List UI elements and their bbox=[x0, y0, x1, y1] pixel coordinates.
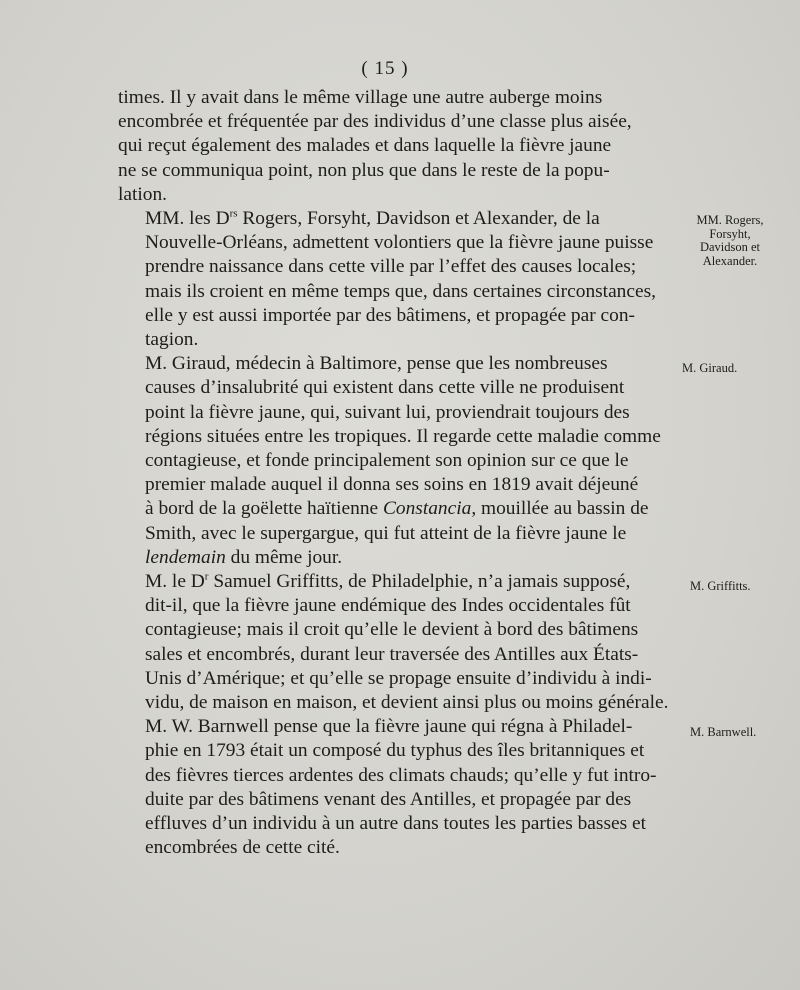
text-line bbox=[118, 546, 678, 570]
paragraph-4 bbox=[118, 570, 678, 715]
margin-note-rogers bbox=[680, 214, 780, 268]
text-fragment: M. le D bbox=[145, 571, 205, 593]
text-line: Smith, avec le supergargue, qui fut atteint de la fièvre jaune le bbox=[145, 522, 627, 544]
text-fragment: Rogers, Forsyht, Davidson et Alexander, de la bbox=[237, 208, 600, 230]
text-line bbox=[118, 207, 678, 231]
text-line: M. W. Barnwell pense que la fièvre jaune qui régna à Philadel- bbox=[145, 716, 633, 738]
text-fragment: à bord de la goëlette haïtienne bbox=[145, 498, 383, 520]
emphasis: lendemain bbox=[145, 546, 226, 568]
paragraph-1 bbox=[118, 86, 678, 207]
text-line: des fièvres tierces ardentes des climats chauds; qu’elle y fut intro- bbox=[145, 764, 657, 786]
text-line bbox=[118, 570, 678, 594]
superscript: rs bbox=[229, 207, 238, 220]
text-line: elle y est aussi importée par des bâtimens, et propagée par con- bbox=[145, 304, 635, 326]
paragraph-5 bbox=[118, 715, 678, 860]
text-line: contagieuse, et fonde principalement son opinion sur ce que le bbox=[145, 450, 629, 472]
text-line: Nouvelle-Orléans, admettent volontiers que la fièvre jaune puisse bbox=[145, 232, 654, 254]
text-line: dit-il, que la fièvre jaune endémique des Indes occidentales fût bbox=[145, 595, 631, 617]
text-line: encombrées de cette cité. bbox=[145, 837, 340, 859]
text-line: effluves d’un individu à un autre dans toutes les parties basses et bbox=[145, 813, 646, 835]
margin-note-griffitts: M. Griffitts. bbox=[690, 579, 751, 593]
superscript: r bbox=[204, 570, 209, 583]
margin-note-line: Davidson et bbox=[699, 240, 761, 254]
text-line: vidu, de maison en maison, et devient ainsi plus ou moins générale. bbox=[145, 692, 669, 714]
page-number: ( 15 ) bbox=[361, 58, 409, 79]
margin-note-line: Forsyht, bbox=[709, 226, 751, 241]
margin-note-giraud: M. Giraud. bbox=[682, 361, 738, 375]
text-line: duite par des bâtimens venant des Antilles, et propagée par des bbox=[145, 788, 632, 810]
text-line: Unis d’Amérique; et qu’elle se propage ensuite d’individu à indi- bbox=[145, 667, 652, 689]
text-fragment: du même jour. bbox=[225, 546, 343, 568]
text-line: mais ils croient en même temps que, dans certaines circonstances, bbox=[145, 280, 656, 302]
text-line: qui reçut également des malades et dans laquelle la fièvre jaune bbox=[118, 135, 612, 157]
paragraph-2 bbox=[118, 207, 678, 352]
text-line: tagion. bbox=[145, 329, 199, 351]
margin-note-line: Alexander. bbox=[702, 253, 758, 268]
paragraph-3 bbox=[118, 352, 678, 570]
text-line: times. Il y avait dans le même village une autre auberge moins bbox=[118, 87, 603, 108]
text-line bbox=[118, 497, 678, 521]
text-line: contagieuse; mais il croit qu’elle le devient à bord des bâtimens bbox=[145, 619, 639, 641]
body-text bbox=[118, 86, 678, 861]
text-fragment: Samuel Griffitts, de Philadelphie, n’a jamais supposé, bbox=[208, 571, 631, 593]
text-line: M. Giraud, médecin à Baltimore, pense que les nombreuses bbox=[145, 353, 608, 375]
text-line: causes d’insalubrité qui existent dans cette ville ne produisent bbox=[145, 377, 625, 399]
text-line: phie en 1793 était un composé du typhus des îles britanniques et bbox=[145, 740, 645, 762]
margin-note-barnwell: M. Barnwell. bbox=[690, 725, 757, 739]
text-line: prendre naissance dans cette ville par l’effet des causes locales; bbox=[145, 256, 637, 278]
text-line: premier malade auquel il donna ses soins en 1819 avait déjeuné bbox=[145, 474, 639, 496]
text-line: encombrée et fréquentée par des individus d’une classe plus aisée, bbox=[118, 111, 632, 133]
text-line: sales et encombrés, durant leur traversée des Antilles aux États- bbox=[145, 643, 639, 665]
text-fragment: MM. les D bbox=[145, 208, 230, 230]
text-fragment: , mouillée au bassin de bbox=[471, 498, 649, 520]
ship-name: Constancia bbox=[382, 498, 472, 520]
margin-note-line: MM. Rogers, bbox=[696, 213, 764, 227]
text-line: point la fièvre jaune, qui, suivant lui, proviendrait toujours des bbox=[145, 401, 630, 423]
text-line: lation. bbox=[118, 183, 168, 205]
text-line: ne se communiqua point, non plus que dans le reste de la popu- bbox=[118, 159, 610, 181]
text-line: régions situées entre les tropiques. Il regarde cette maladie comme bbox=[145, 425, 661, 447]
